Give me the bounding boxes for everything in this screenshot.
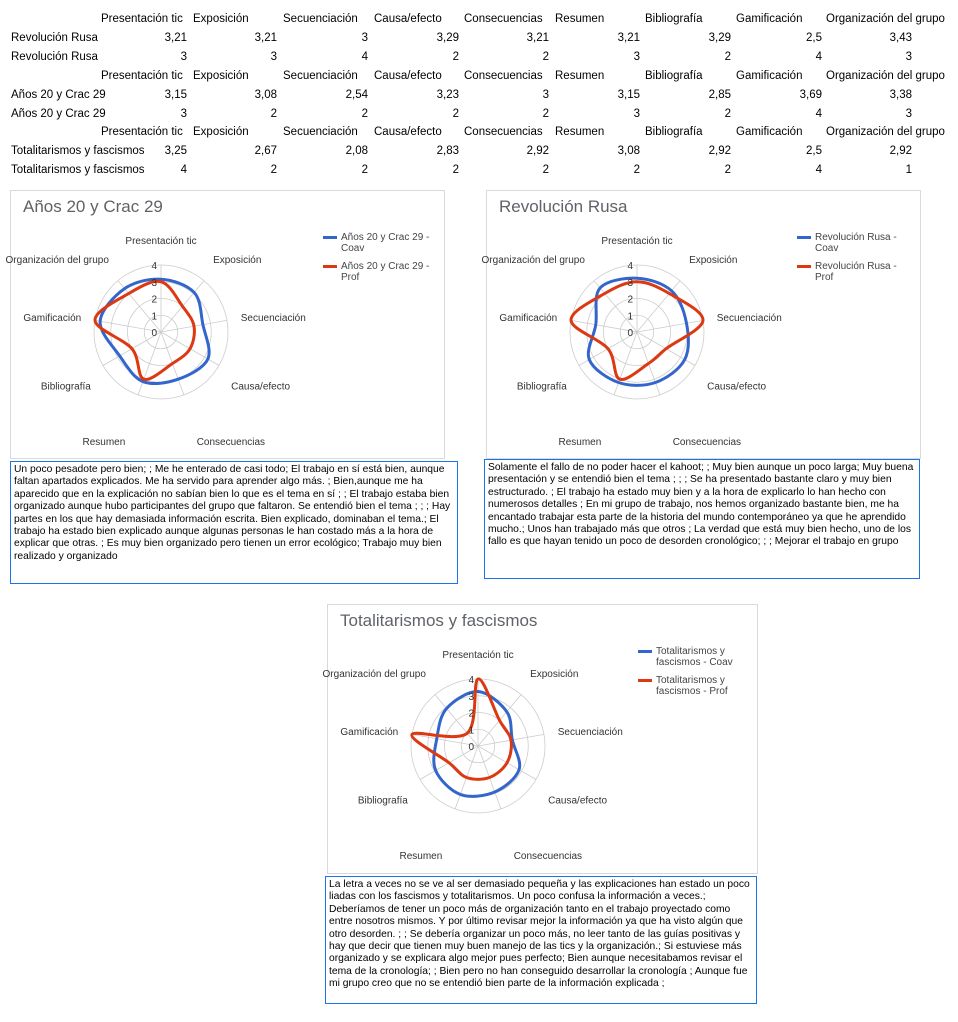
radar-category-label: Organización del grupo <box>322 668 426 680</box>
table-row-label[interactable]: Revolución Rusa <box>11 32 98 44</box>
legend-swatch <box>638 650 652 653</box>
table-header-cell: Consecuencias <box>464 126 543 138</box>
radar-category-label: Organización del grupo <box>5 254 109 266</box>
table-cell[interactable]: 3 <box>270 51 277 63</box>
table-cell[interactable]: 3,38 <box>889 89 912 101</box>
table-cell[interactable]: 3,25 <box>164 145 187 157</box>
table-cell[interactable]: 2,54 <box>345 89 368 101</box>
table-cell[interactable]: 3 <box>542 89 549 101</box>
table-cell[interactable]: 3,23 <box>436 89 459 101</box>
table-cell[interactable]: 3 <box>180 51 187 63</box>
radar-category-label: Bibliografía <box>40 381 91 393</box>
radar-category-label: Exposición <box>689 254 738 266</box>
radar-tick-label: 4 <box>627 261 633 272</box>
table-row <box>0 48 958 66</box>
table-header-cell: Exposición <box>193 13 249 25</box>
radar-category-label: Causa/efecto <box>231 381 291 393</box>
table-header-cell: Resumen <box>555 70 605 82</box>
comment-box-totalitarismos[interactable]: La letra a veces no se ve al ser demasiado pequeña y las explicaciones han estado un poco liadas con los fascismos y totalitarismos. Un poco confusa la información a veces.; Deberíamos de tener un poco más de organización tanto en el trabajo proyectado como entre nosotros mismos. Y por último revisar mejor la información ya que ha visto algún que otro desorden. ; ; Se debería organizar un poco más, no leer tanto de las guías positivas y hay que decir que tienen muy buen manejo de las tics y la organización.; Si estuviese más organizado y se explicara algo mejor pues perfecto; Bien aunque necesitabamos revisar el tema de la cronología; ; Bien pero no han conseguido desarrollar la cronología ; Aunque fue mi grupo creo que no se entendió bien parte de la información explicada ; <box>325 876 757 1004</box>
table-header-cell: Secuenciación <box>283 70 358 82</box>
chart-legend <box>638 646 756 704</box>
table-header-cell: Bibliografía <box>645 126 703 138</box>
table-cell[interactable]: 2 <box>361 164 368 176</box>
table-cell[interactable]: 4 <box>815 108 822 120</box>
table-row <box>0 161 958 179</box>
table-cell[interactable]: 2 <box>724 164 731 176</box>
table-cell[interactable]: 2,92 <box>526 145 549 157</box>
table-cell[interactable]: 2,08 <box>345 145 368 157</box>
chart-legend <box>797 232 915 290</box>
spreadsheet-table <box>0 0 958 185</box>
legend-item[interactable] <box>323 232 441 254</box>
table-cell[interactable]: 3 <box>633 108 640 120</box>
table-header-cell: Consecuencias <box>464 13 543 25</box>
table-cell[interactable]: 2 <box>452 164 459 176</box>
legend-swatch <box>797 265 811 268</box>
radar-category-label: Secuenciación <box>557 726 623 738</box>
legend-label: Totalitarismos y fascismos - Coav <box>656 646 733 668</box>
table-header-cell: Causa/efecto <box>374 126 442 138</box>
table-cell[interactable]: 2 <box>542 108 549 120</box>
table-cell[interactable]: 4 <box>361 51 368 63</box>
radar-category-label: Bibliografía <box>516 381 567 393</box>
radar-tick-label: 1 <box>151 311 157 323</box>
legend-swatch <box>323 265 337 268</box>
table-header-cell: Causa/efecto <box>374 13 442 25</box>
radar-tick-label: 2 <box>468 708 474 720</box>
legend-item[interactable] <box>797 232 915 254</box>
legend-label: Revolución Rusa - Prof <box>815 261 897 283</box>
radar-tick-label: 3 <box>627 277 633 289</box>
table-cell[interactable]: 4 <box>815 164 822 176</box>
table-cell[interactable]: 3 <box>905 51 912 63</box>
table-cell[interactable]: 3 <box>180 108 187 120</box>
radar-tick-label: 0 <box>468 742 474 753</box>
table-cell[interactable]: 2,5 <box>806 145 822 157</box>
radar-category-label: Presentación tic <box>442 650 514 661</box>
table-header-row <box>0 10 958 28</box>
chart-legend <box>323 232 441 290</box>
table-header-cell: Resumen <box>555 13 605 25</box>
table-cell[interactable]: 2 <box>633 164 640 176</box>
legend-swatch <box>797 236 811 239</box>
table-cell[interactable]: 2 <box>270 164 277 176</box>
radar-category-label: Exposición <box>530 668 579 680</box>
chart-card-anos20[interactable] <box>5 190 445 459</box>
legend-label: Totalitarismos y fascismos - Prof <box>656 675 728 697</box>
table-header-cell: Resumen <box>555 126 605 138</box>
radar-category-label: Bibliografía <box>357 795 408 807</box>
radar-category-label: Resumen <box>82 437 126 449</box>
table-header-cell: Exposición <box>193 70 249 82</box>
comment-box-anos20[interactable]: Un poco pesadote pero bien; ; Me he enterado de casi todo; El trabajo en sí está bien, aunque faltan apartados explicados. Me ha servido para aprender algo más. ; Bien,aunque me ha aparecido que en la explicación no sabían bien lo que es el tema en sí ; ; El trabajo estaba bien organizado aunque hubo participantes del grupo que faltaron. Se entendió bien el tema ; ; ; Hay partes en los que hay demasiada información escrita. Bien explicado, dominaban el tema.; El trabajo ha estado bien explicado aunque algunas personas le han costado más a la hora de explicar que otras. ; Es muy bien organizado pero tienen un error ecológico; Trabajo muy bien realizado y organizado <box>10 461 458 584</box>
legend-label: Años 20 y Crac 29 - Prof <box>341 261 430 283</box>
radar-category-label: Causa/efecto <box>707 381 767 393</box>
radar-category-label: Presentación tic <box>601 236 673 247</box>
table-header-cell: Causa/efecto <box>374 70 442 82</box>
table-cell[interactable]: 3,15 <box>617 89 640 101</box>
table-cell[interactable]: 3,21 <box>617 32 640 44</box>
radar-tick-label: 3 <box>151 277 157 289</box>
table-cell[interactable]: 3 <box>361 32 368 44</box>
table-cell[interactable]: 2 <box>724 51 731 63</box>
radar-category-label: Secuenciación <box>240 312 306 324</box>
table-header-cell: Presentación tic <box>101 70 183 82</box>
legend-swatch <box>638 679 652 682</box>
table-cell[interactable]: 3,21 <box>164 32 187 44</box>
chart-title: Totalitarismos y fascismos <box>340 611 538 630</box>
table-cell[interactable]: 2,85 <box>708 89 731 101</box>
radar-category-label: Exposición <box>213 254 262 266</box>
table-row <box>0 29 958 47</box>
chart-card-revolucion-rusa[interactable] <box>481 190 921 459</box>
radar-spoke <box>138 332 161 395</box>
table-header-row <box>0 123 958 141</box>
radar-category-label: Gamificación <box>23 312 82 324</box>
table-cell[interactable]: 3,08 <box>254 89 277 101</box>
table-header-cell: Secuenciación <box>283 126 358 138</box>
radar-category-label: Consecuencias <box>672 437 742 449</box>
chart-card-totalitarismos[interactable] <box>322 604 758 874</box>
table-row-label[interactable]: Totalitarismos y fascismos <box>11 164 145 176</box>
radar-category-label: Gamificación <box>499 312 558 324</box>
table-cell[interactable]: 2 <box>270 108 277 120</box>
radar-tick-label: 0 <box>627 328 633 339</box>
radar-tick-label: 3 <box>468 691 474 703</box>
radar-category-label: Consecuencias <box>196 437 266 449</box>
radar-category-label: Gamificación <box>340 726 399 738</box>
table-cell[interactable]: 2 <box>542 164 549 176</box>
table-cell[interactable]: 2 <box>361 108 368 120</box>
table-cell[interactable]: 3,15 <box>164 89 187 101</box>
table-cell[interactable]: 3,21 <box>526 32 549 44</box>
radar-category-label: Secuenciación <box>716 312 782 324</box>
legend-label: Revolución Rusa - Coav <box>815 232 897 254</box>
table-header-cell: Presentación tic <box>101 126 183 138</box>
table-cell[interactable]: 2,5 <box>806 32 822 44</box>
table-cell[interactable]: 4 <box>180 164 187 176</box>
radar-tick-label: 4 <box>151 261 157 272</box>
table-header-cell: Exposición <box>193 126 249 138</box>
radar-tick-label: 2 <box>151 294 157 306</box>
table-row <box>0 142 958 160</box>
table-cell[interactable]: 3,69 <box>799 89 822 101</box>
table-cell[interactable]: 2,67 <box>254 145 277 157</box>
table-cell[interactable]: 2 <box>724 108 731 120</box>
table-cell[interactable]: 3,29 <box>436 32 459 44</box>
table-row <box>0 86 958 104</box>
radar-category-label: Resumen <box>399 851 443 863</box>
radar-series-line <box>412 679 512 779</box>
table-header-cell: Organización del grupo <box>826 13 945 25</box>
table-header-cell: Bibliografía <box>645 13 703 25</box>
chart-title: Años 20 y Crac 29 <box>23 197 163 216</box>
table-header-cell: Gamificación <box>736 70 803 82</box>
table-cell[interactable]: 3,21 <box>254 32 277 44</box>
radar-category-label: Causa/efecto <box>548 795 608 807</box>
table-cell[interactable]: 3,29 <box>708 32 731 44</box>
table-header-cell: Bibliografía <box>645 70 703 82</box>
table-cell[interactable]: 3 <box>905 108 912 120</box>
chart-title: Revolución Rusa <box>499 197 628 216</box>
table-cell[interactable]: 2 <box>452 51 459 63</box>
legend-swatch <box>323 236 337 239</box>
radar-category-label: Presentación tic <box>125 236 197 247</box>
table-cell[interactable]: 3,43 <box>889 32 912 44</box>
table-header-cell: Consecuencias <box>464 70 543 82</box>
legend-item[interactable] <box>638 646 756 668</box>
radar-tick-label: 2 <box>627 294 633 306</box>
table-cell[interactable]: 4 <box>815 51 822 63</box>
radar-category-label: Resumen <box>558 437 602 449</box>
table-cell[interactable]: 2 <box>452 108 459 120</box>
legend-label: Años 20 y Crac 29 - Coav <box>341 232 430 254</box>
table-cell[interactable]: 2,83 <box>436 145 459 157</box>
table-row <box>0 105 958 123</box>
legend-item[interactable] <box>323 261 441 283</box>
table-header-cell: Organización del grupo <box>826 126 945 138</box>
table-cell[interactable]: 2 <box>542 51 549 63</box>
table-header-row <box>0 67 958 85</box>
table-header-cell: Secuenciación <box>283 13 358 25</box>
table-cell[interactable]: 2,92 <box>708 145 731 157</box>
table-row-label[interactable]: Revolución Rusa <box>11 51 98 63</box>
comment-box-revolucion-rusa[interactable]: Solamente el fallo de no poder hacer el kahoot; ; Muy bien aunque un poco larga; Muy buena presentación y se entendió bien el tema ; ; ; Se ha presentado bastante claro y muy bien estructurado. ; El trabajo ha estado muy bien y a la hora de explicarlo lo han hecho con numerosos detalles ; En mi grupo de trabajo, nos hemos organizado bastante bien, me ha encantado trabajar esta parte de la historia del mundo contemporáneo ya que he aprendido mucho.; Unos han trabajado más que otros ; La verdad que está muy bien hecho, uno de los fallo es que hayan tenido un poco de desorden cronológico; ; ; Mejorar el trabajo en grupo <box>484 459 920 579</box>
radar-tick-label: 4 <box>468 675 474 686</box>
radar-category-label: Consecuencias <box>513 851 583 863</box>
table-cell[interactable]: 1 <box>905 164 912 176</box>
table-cell[interactable]: 3,08 <box>617 145 640 157</box>
table-row-label[interactable]: Años 20 y Crac 29 <box>11 108 106 120</box>
table-header-cell: Gamificación <box>736 126 803 138</box>
table-cell[interactable]: 3 <box>633 51 640 63</box>
legend-item[interactable] <box>638 675 756 697</box>
table-row-label[interactable]: Totalitarismos y fascismos <box>11 145 145 157</box>
radar-tick-label: 0 <box>151 328 157 339</box>
table-header-cell: Gamificación <box>736 13 803 25</box>
legend-item[interactable] <box>797 261 915 283</box>
table-cell[interactable]: 2,92 <box>889 145 912 157</box>
table-header-cell: Organización del grupo <box>826 70 945 82</box>
radar-category-label: Organización del grupo <box>481 254 585 266</box>
radar-tick-label: 1 <box>627 311 633 323</box>
radar-tick-label: 1 <box>468 725 474 737</box>
table-row-label[interactable]: Años 20 y Crac 29 <box>11 89 106 101</box>
table-header-cell: Presentación tic <box>101 13 183 25</box>
